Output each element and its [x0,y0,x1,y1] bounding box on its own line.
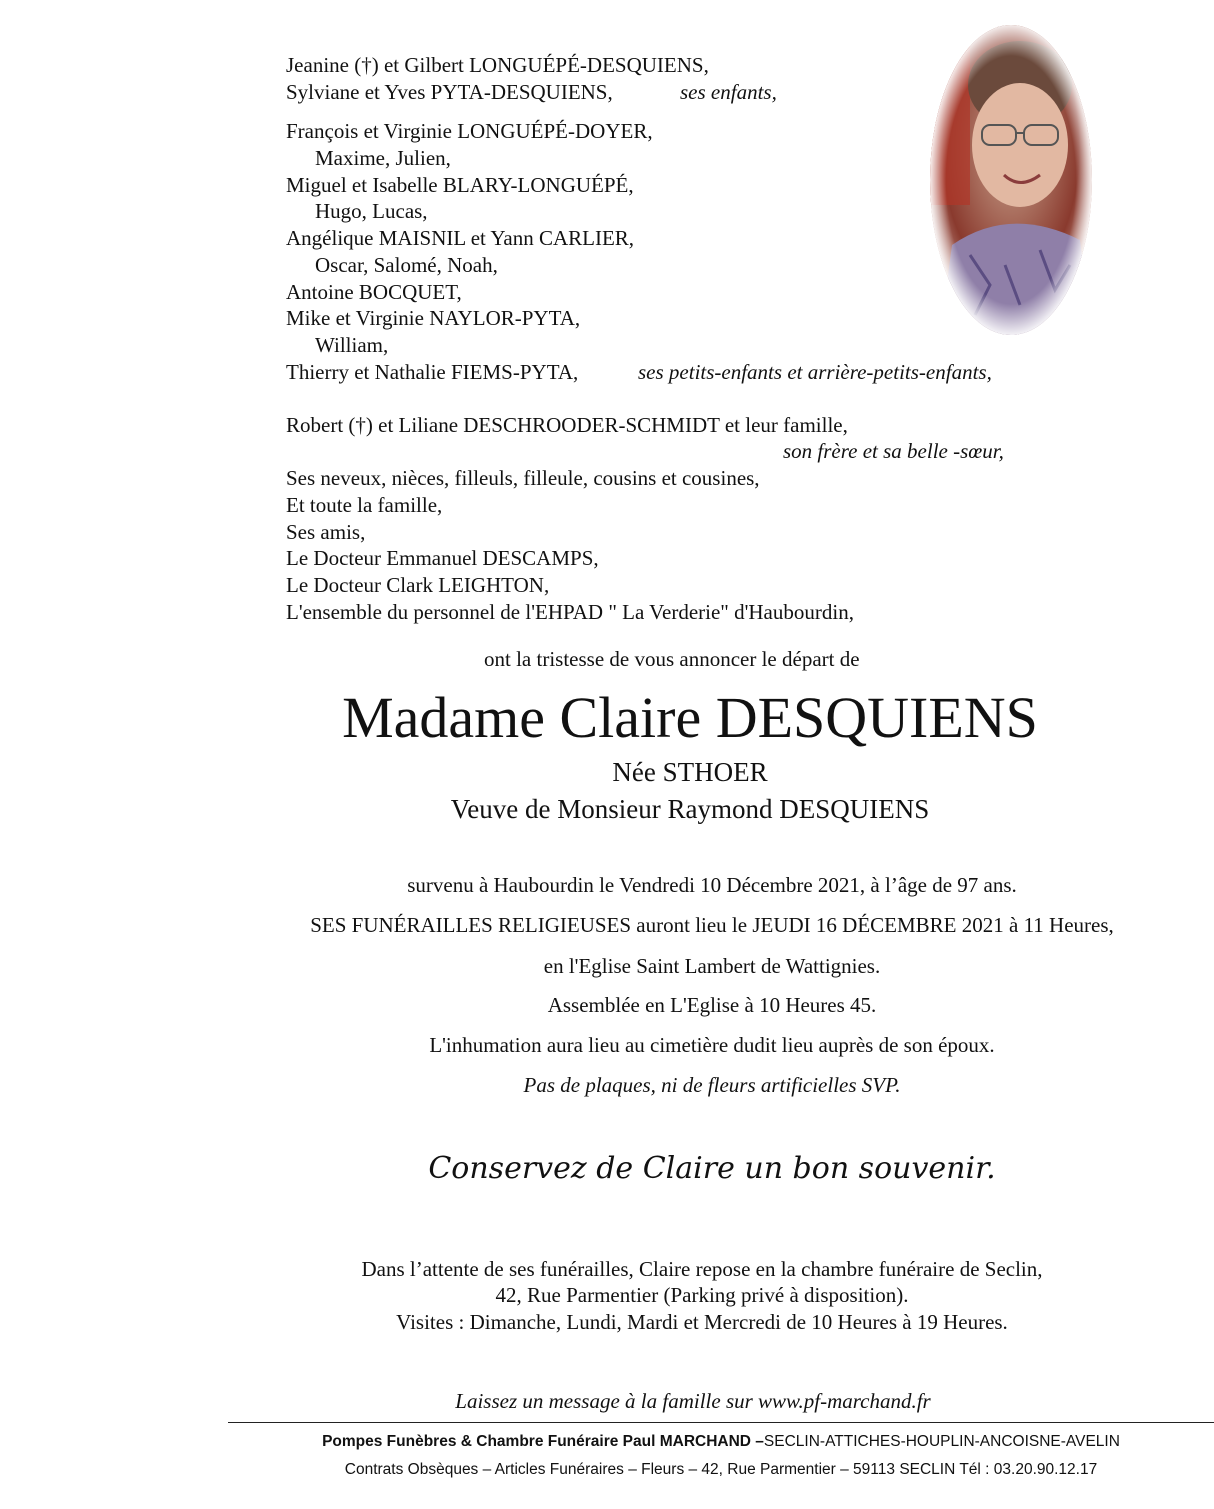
grandchild-line: François et Virginie LONGUÉPÉ-DOYER, [286,119,653,143]
burial-details: L'inhumation aura lieu au cimetière dudit lieu auprès de son époux. [429,1033,995,1057]
death-details: survenu à Haubourdin le Vendredi 10 Décembre 2021, à l’âge de 97 ans. [407,873,1017,897]
rest-address-line: 42, Rue Parmentier (Parking privé à disposition). [495,1283,909,1307]
grandchild-line: Oscar, Salomé, Noah, [315,253,498,277]
footer-company: Pompes Funèbres & Chambre Funéraire Paul MARCHAND – [322,1433,764,1450]
sibling-role: son frère et sa belle -sœur, [783,439,1004,463]
children-role: ses enfants, [680,80,777,104]
funeral-details: SES FUNÉRAILLES RELIGIEUSES auront lieu le JEUDI 16 DÉCEMBRE 2021 à 11 Heures, [310,913,1114,937]
grandchild-line: Miguel et Isabelle BLARY-LONGUÉPÉ, [286,173,634,197]
grandchild-line: Antoine BOCQUET, [286,280,462,304]
maiden-name: Née STHOER [612,757,768,787]
others-line: L'ensemble du personnel de l'EHPAD " La Verderie" d'Haubourdin, [286,600,854,624]
widow-of: Veuve de Monsieur Raymond DESQUIENS [450,794,930,824]
grandchild-line: Angélique MAISNIL et Yann CARLIER, [286,226,635,250]
family-child-1: Jeanine (†) et Gilbert LONGUÉPÉ-DESQUIENS, [286,53,709,77]
others-line: Le Docteur Emmanuel DESCAMPS, [286,546,599,570]
others-line: Le Docteur Clark LEIGHTON, [286,573,550,597]
footer-company-line [114,1432,1214,1452]
assembly-details: Assemblée en L'Eglise à 10 Heures 45. [547,993,877,1017]
others-line: Et toute la famille, [286,493,443,517]
footer-towns: SECLIN-ATTICHES-HOUPLIN-ANCOISNE-AVELIN [763,1433,1120,1450]
grandchild-line: Thierry et Nathalie FIEMS-PYTA, [286,360,579,384]
announcement: ont la tristesse de vous annoncer le départ de [484,647,860,671]
grandchild-line: Hugo, Lucas, [315,199,428,223]
grandchild-line: Mike et Virginie NAYLOR-PYTA, [286,306,581,330]
rest-place-line: Dans l’attente de ses funérailles, Claire repose en la chambre funéraire de Seclin, [361,1257,1043,1281]
portrait-photo [930,25,1092,335]
visiting-hours-line: Visites : Dimanche, Lundi, Mardi et Mercredi de 10 Heures à 19 Heures. [396,1310,1008,1334]
memory-phrase: Conservez de Claire un bon souvenir. [428,1151,996,1186]
family-child-2: Sylviane et Yves PYTA-DESQUIENS, [286,80,613,104]
others-line: Ses amis, [286,520,366,544]
grandchild-line: William, [315,333,389,357]
others-line: Ses neveux, nièces, filleuls, filleule, cousins et cousines, [286,466,760,490]
message-link[interactable]: Laissez un message à la famille sur www.pf-marchand.fr [455,1389,931,1413]
footer-divider [228,1422,1214,1423]
church-details: en l'Eglise Saint Lambert de Wattignies. [543,954,881,978]
grandchildren-role: ses petits-enfants et arrière-petits-enfants, [638,360,992,384]
deceased-name: Madame Claire DESQUIENS [342,685,1038,750]
footer-services: Contrats Obsèques – Articles Funéraires – Fleurs – 42, Rue Parmentier – 59113 SECLIN Tél : 03.20.90.12.17 [344,1461,1098,1478]
no-flowers-note: Pas de plaques, ni de fleurs artificielles SVP. [523,1073,901,1097]
sibling-line: Robert (†) et Liliane DESCHROODER-SCHMIDT et leur famille, [286,413,848,437]
grandchild-line: Maxime, Julien, [315,146,451,170]
